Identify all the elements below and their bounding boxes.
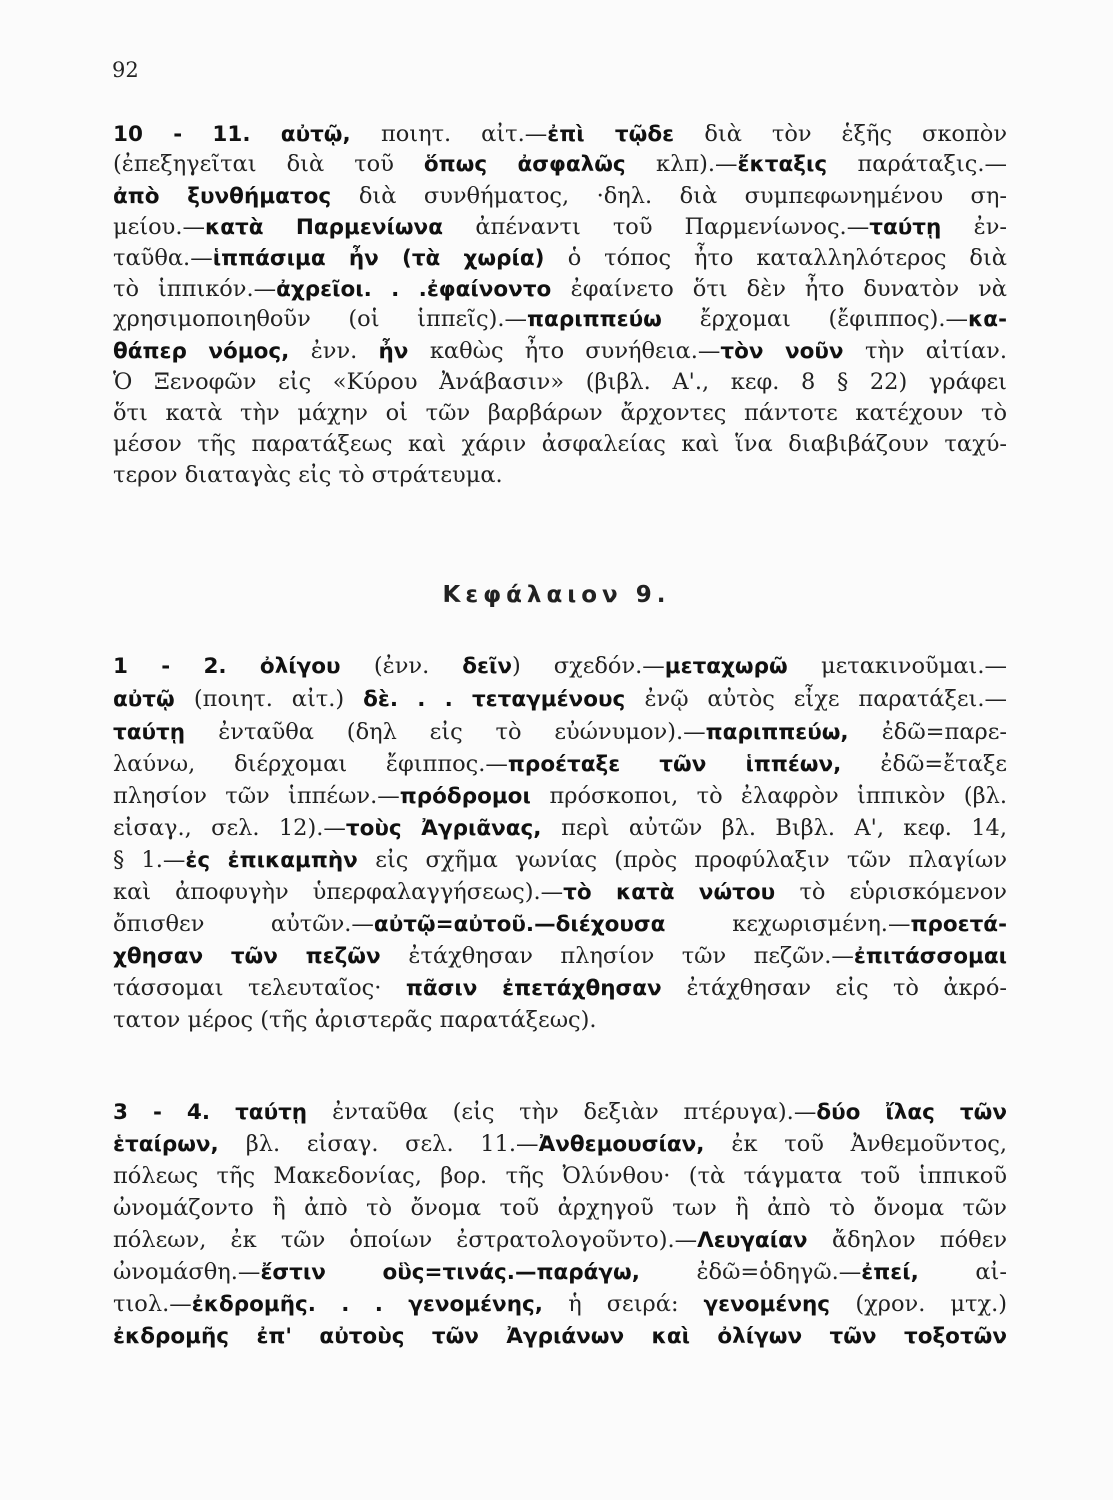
gloss-text: τάσσομαι τελευταῖος· [113,975,406,1001]
text-line [113,1098,1007,1127]
lemma-term: ἐπὶ τῷδε [547,122,705,147]
text-line [113,1162,1007,1190]
gloss-text: παράταξις.— [857,151,1007,177]
text-line [113,213,1007,242]
text-line [113,430,1007,458]
text-line [113,718,1007,747]
lemma-term: Ἀνθεμουσίαν, [538,1132,732,1157]
lemma-term: δὲ. . . τεταγμένους [363,687,645,712]
gloss-text: τατον μέρος (τῆς ἀριστερᾶς παρατάξεως). [113,1007,597,1033]
lemma-term: ἱππάσιμα ἦν (τὰ χωρία) [212,246,568,271]
lemma-term: παριππεύω [527,307,700,332]
text-line [113,182,1007,211]
lemma-term: προετά- [910,912,1008,937]
text-line [113,1226,1007,1255]
lemma-term: ἐκδρομῆς. . . γενομένης, [191,1292,569,1317]
gloss-text: Ὁ Ξενοφῶν εἰς «Κύρου Ἀνάβασιν» (βιβλ. Α'., κεφ. 8 § 22) γράφει [113,369,1007,395]
lemma-term: ταύτῃ [869,215,974,240]
lemma-term: ἐπιτάσσομαι [853,944,1007,969]
lemma-term: κα- [968,307,1007,332]
lemma-term: ἐς ἐπικαμπὴν [185,848,376,873]
gloss-text: μέσον τῆς παρατάξεως καὶ χάριν ἀσφαλείας καὶ ἵνα διαβιβάζουν ταχύ- [113,431,1007,457]
gloss-text: ἐτάχθησαν πλησίον τῶν πεζῶν.— [408,943,854,969]
text-line [113,461,503,489]
gloss-text: ἡ σειρά: [568,1291,704,1317]
gloss-text: πρόσκοποι, τὸ ἐλαφρὸν ἱππικὸν (βλ. [549,783,1007,809]
text-line [113,1006,597,1034]
text-line [113,910,1007,939]
gloss-text: ἐδῶ=ἔταξε [880,751,1007,777]
gloss-text: πόλεως τῆς Μακεδονίας, βορ. τῆς Ὀλύνθου· (τὰ τάγματα τοῦ ἱππικοῦ [113,1163,1007,1189]
lemma-term: ταύτῃ [113,720,219,745]
text-line [113,685,1007,714]
text-line [113,974,1007,1003]
gloss-text: τὸ ἱππικόν.— [113,276,277,302]
lemma-term: ἐπεί, [861,1260,976,1285]
gloss-text: διὰ συνθήματος, ·δηλ. διὰ συμπεφωνημένου ση- [358,183,1007,209]
gloss-text: τερον διαταγὰς εἰς τὸ στράτευμα. [113,462,503,488]
text-line [113,1258,1007,1287]
gloss-text: § 1.— [113,847,186,873]
gloss-text: ἔρχομαι (ἔφιππος).— [699,306,969,332]
lemma-term: τοὺς Ἀγριᾶνας, [345,816,562,841]
gloss-text: ὅτι κατὰ τὴν μάχην οἱ τῶν βαρβάρων ἄρχοντες πάντοτε κατέχουν τὸ [113,400,1007,426]
lemma-term: ἦν [378,339,430,364]
lemma-term: δεῖν [462,654,512,679]
text-line [113,305,1007,334]
text-line [113,1322,1007,1351]
gloss-text: καὶ ἀποφυγὴν ὑπερφαλαγγήσεως).— [113,879,564,905]
lemma-term: 3 - 4. ταύτῃ [113,1100,333,1125]
gloss-text: περὶ αὐτῶν βλ. Βιβλ. Α', κεφ. 14, [561,815,1007,841]
gloss-text: κεχωρισμένη.— [732,911,911,937]
lemma-term: παριππεύω, [705,720,882,745]
lemma-term: 10 - 11. αὐτῷ, [113,122,381,147]
gloss-text: τὴν αἰτίαν. [864,338,1008,364]
lemma-term: ἀπὸ ξυνθήματος [113,184,359,209]
lemma-term: ἑταίρων, [113,1132,246,1157]
gloss-text: αἰ- [975,1259,1007,1285]
lemma-term: 1 - 2. ὀλίγου [113,654,374,679]
gloss-text: ἐδῶ=ὁδηγῶ.— [696,1259,862,1285]
text-line [113,782,1007,811]
lemma-term: αὐτῷ [113,687,194,712]
gloss-text: ἐνταῦθα (εἰς τὴν δεξιὰν πτέρυγα).— [332,1099,817,1125]
lemma-term: ὅπως ἀσφαλῶς [423,152,656,177]
gloss-text: βλ. εἰσαγ. σελ. 11.— [245,1131,539,1157]
text-line [113,1194,1007,1222]
gloss-text: ἄδηλον πόθεν [831,1227,1007,1253]
lemma-term: ἔστιν οὓς=τινάς.—παράγω, [260,1260,697,1285]
lemma-term: ἔκταξις [737,152,858,177]
text-line [113,846,1007,875]
lemma-term: τὸ κατὰ νώτου [563,880,800,905]
gloss-text: (ποιητ. αἰτ.) [193,686,364,712]
gloss-text: ἐκ τοῦ Ἀνθεμοῦντος, [731,1131,1007,1157]
gloss-text: τὸ εὑρισκόμενον [799,879,1007,905]
gloss-text: ἐδῶ=παρε- [881,719,1008,745]
text-line [113,878,1007,907]
gloss-text: ταῦθα.— [113,245,213,271]
gloss-text: (χρον. μτχ.) [855,1291,1008,1317]
text-line [113,942,1007,971]
gloss-text: ἐνν. [310,338,379,364]
gloss-text: ἐνῷ αὐτὸς εἶχε παρατάξει.— [644,686,1007,712]
lemma-term: κατὰ Παρμενίωνα [204,215,476,240]
gloss-text: κλπ).— [656,151,738,177]
chapter-heading: Κεφάλαιον 9. [442,582,671,608]
lemma-term: ἀχρεῖοι. . .ἐφαίνοντο [276,277,571,302]
text-line [113,275,1007,304]
gloss-text: ὠνομάζοντο ἢ ἀπὸ τὸ ὄνομα τοῦ ἀρχηγοῦ των ἢ ἀπὸ τὸ ὄνομα τῶν [113,1195,1007,1221]
text-line [113,337,1007,366]
text-line [113,120,1007,149]
gloss-text: ἐφαίνετο ὅτι δὲν ἦτο δυνατὸν νὰ [570,276,1007,302]
text-line [113,814,1007,843]
lemma-term: τὸν νοῦν [720,339,865,364]
lemma-term: πᾶσιν ἐπετάχθησαν [405,976,687,1001]
gloss-text: εἰς σχῆμα γωνίας (πρὸς προφύλαξιν τῶν πλαγίων [375,847,1008,873]
gloss-text: τιολ.— [113,1291,192,1317]
gloss-text: (ἐνν. [373,653,463,679]
lemma-term: μεταχωρῶ [664,654,821,679]
gloss-text: μετακινοῦμαι.— [821,653,1007,679]
lemma-term: δύο ἴλας τῶν [816,1100,1007,1125]
text-line [113,1130,1007,1159]
lemma-term: θάπερ νόμος, [113,339,311,364]
lemma-term: αὐτῷ=αὐτοῦ.—διέχουσα [373,912,733,937]
gloss-text: ) σχεδόν.— [511,653,665,679]
gloss-text: μείου.— [113,214,205,240]
lemma-term: προέταξε τῶν ἱππέων, [507,752,881,777]
gloss-text: χρησιμοποιηθοῦν (οἱ ἱππεῖς).— [113,306,528,332]
text-line [113,150,1007,179]
lemma-term: γενομένης [703,1292,856,1317]
gloss-text: πόλεων, ἐκ τῶν ὁποίων ἐστρατολογοῦντο).— [113,1227,698,1253]
gloss-text: (ἐπεξηγεῖται διὰ τοῦ [113,151,424,177]
gloss-text: ἐτάχθησαν εἰς τὸ ἀκρό- [686,975,1007,1001]
text-line [113,652,1007,681]
text-line [113,399,1007,427]
page-number: 92 [112,58,139,82]
text-line [113,244,1007,273]
gloss-text: διὰ τὸν ἑξῆς σκοπὸν [704,121,1007,147]
gloss-text: πλησίον τῶν ἱππέων.— [113,783,400,809]
gloss-text: ὠνομάσθη.— [113,1259,261,1285]
text-line [113,750,1007,779]
lemma-term: χθησαν τῶν πεζῶν [113,944,409,969]
lemma-term: ἐκδρομῆς ἐπ' αὐτοὺς τῶν Ἀγριάνων καὶ ὀλίγων τῶν τοξοτῶν [113,1324,1007,1349]
gloss-text: ἐνταῦθα (δηλ εἰς τὸ εὐώνυμον).— [218,719,706,745]
gloss-text: λαύνω, διέρχομαι ἔφιππος.— [113,751,508,777]
lemma-term: πρόδρομοι [399,784,550,809]
gloss-text: ἀπέναντι τοῦ Παρμενίωνος.— [475,214,870,240]
gloss-text: ὁ τόπος ἦτο καταλληλότερος διὰ [567,245,1007,271]
text-line [113,1290,1007,1319]
lemma-term: Λευγαίαν [697,1228,832,1253]
gloss-text: ποιητ. αἰτ.— [380,121,548,147]
gloss-text: εἰσαγ., σελ. 12).— [113,815,346,841]
gloss-text: ἐν- [973,214,1007,240]
gloss-text: ὄπισθεν αὐτῶν.— [113,911,374,937]
gloss-text: καθὼς ἦτο συνήθεια.— [429,338,721,364]
text-line [113,368,1007,396]
